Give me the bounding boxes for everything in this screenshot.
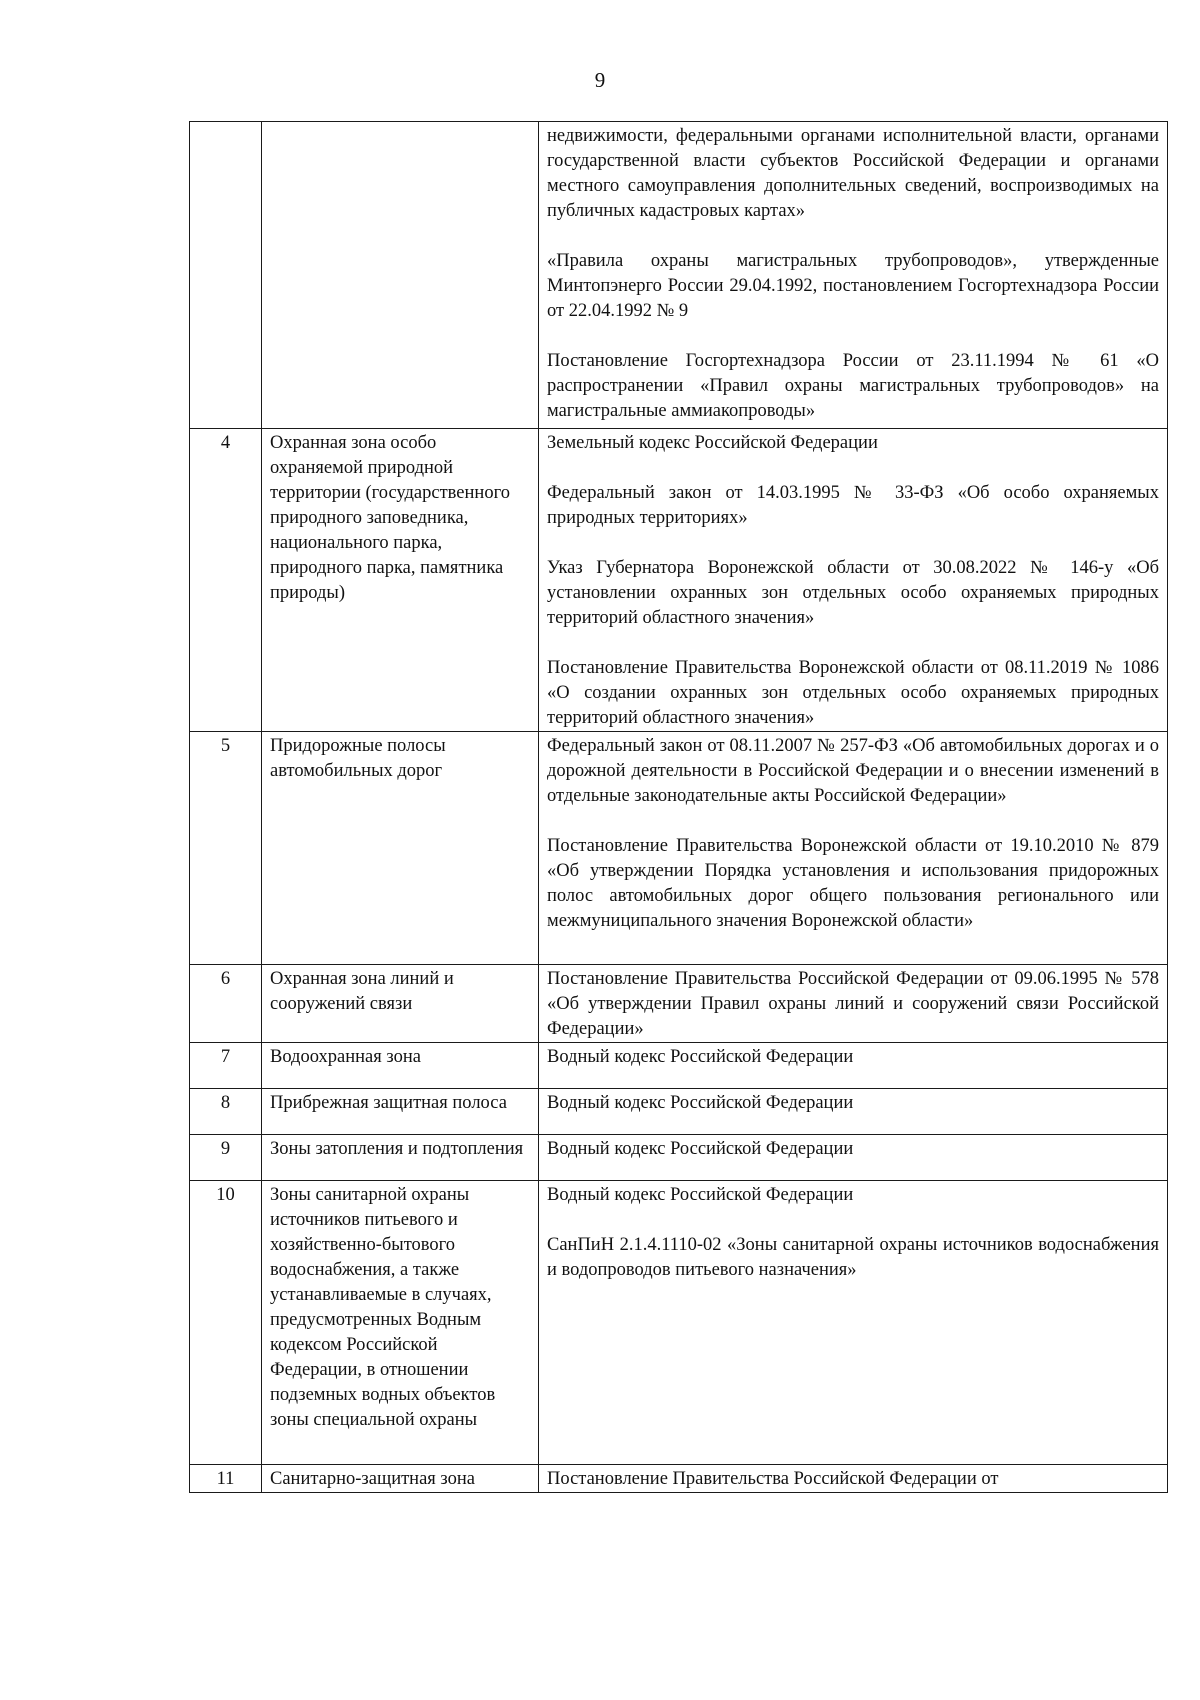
zone-name: Санитарно-защитная зона <box>262 1465 539 1493</box>
document-reference: Указ Губернатора Воронежской области от 30.08.2022 № 146-у «Об установлении охранных зон отдельных особо охраняемых природных территорий областного значения» <box>547 558 1159 628</box>
zone-name: Охранная зона линий и сооружений связи <box>262 965 539 1043</box>
table-row <box>190 1135 1168 1181</box>
table-body <box>190 122 1168 1493</box>
regulatory-documents <box>539 1043 1168 1089</box>
regulatory-documents <box>539 1089 1168 1135</box>
document-reference: Земельный кодекс Российской Федерации <box>547 433 878 453</box>
document-reference: Постановление Правительства Российской Федерации от 09.06.1995 № 578 «Об утверждении Правил охраны линий и сооружений связи Российской Федерации» <box>547 969 1159 1039</box>
table-row <box>190 1043 1168 1089</box>
table-row <box>190 1181 1168 1465</box>
row-number: 9 <box>190 1135 262 1181</box>
document-reference: Постановление Правительства Российской Федерации от <box>547 1469 999 1489</box>
document-reference: недвижимости, федеральными органами исполнительной власти, органами государственной власти субъектов Российской Федерации и органами местного самоуправления дополнительных сведений, воспроизводимых на публичных кадастровых картах» <box>547 126 1159 221</box>
document-reference: СанПиН 2.1.4.1110-02 «Зоны санитарной охраны источников водоснабжения и водопроводов питьевого назначения» <box>547 1235 1159 1280</box>
document-reference: Водный кодекс Российской Федерации <box>547 1185 854 1205</box>
document-reference: Постановление Правительства Воронежской области от 08.11.2019 № 1086 «О создании охранных зон отдельных особо охраняемых природных территорий областного значения» <box>547 658 1159 728</box>
table-row <box>190 429 1168 732</box>
document-reference: «Правила охраны магистральных трубопроводов», утвержденные Минтопэнерго России 29.04.1992, постановлением Госгортехнадзора России от 22.04.1992 № 9 <box>547 251 1159 321</box>
zone-name: Придорожные полосы автомобильных дорог <box>262 732 539 965</box>
zone-name <box>262 122 539 429</box>
table-row <box>190 122 1168 429</box>
row-number: 11 <box>190 1465 262 1493</box>
table-row <box>190 965 1168 1043</box>
document-reference: Постановление Госгортехнадзора России от 23.11.1994 № 61 «О распространении «Правил охраны магистральных трубопроводов» на магистральные аммиакопроводы» <box>547 351 1159 421</box>
zone-name: Зоны затопления и подтопления <box>262 1135 539 1181</box>
regulatory-documents <box>539 1181 1168 1465</box>
zone-name: Прибрежная защитная полоса <box>262 1089 539 1135</box>
document-reference: Водный кодекс Российской Федерации <box>547 1047 854 1067</box>
table-row <box>190 1465 1168 1493</box>
row-number: 8 <box>190 1089 262 1135</box>
regulations-table <box>189 121 1168 1493</box>
row-number: 4 <box>190 429 262 732</box>
document-reference: Федеральный закон от 08.11.2007 № 257-ФЗ «Об автомобильных дорогах и о дорожной деятельности в Российской Федерации и о внесении изменений в отдельные законодательные акты Российской Федерации» <box>547 736 1159 806</box>
document-reference: Постановление Правительства Воронежской области от 19.10.2010 № 879 «Об утверждении Порядка установления и использования придорожных полос автомобильных дорог общего пользования регионального или межмуниципального значения Воронежской области» <box>547 836 1159 931</box>
document-reference: Водный кодекс Российской Федерации <box>547 1139 854 1159</box>
regulatory-documents <box>539 429 1168 732</box>
zone-name: Водоохранная зона <box>262 1043 539 1089</box>
regulatory-documents <box>539 1135 1168 1181</box>
regulatory-documents <box>539 732 1168 965</box>
row-number: 7 <box>190 1043 262 1089</box>
regulatory-documents <box>539 122 1168 429</box>
row-number <box>190 122 262 429</box>
document-reference: Федеральный закон от 14.03.1995 № 33-ФЗ «Об особо охраняемых природных территориях» <box>547 483 1159 528</box>
row-number: 5 <box>190 732 262 965</box>
regulatory-documents <box>539 1465 1168 1493</box>
page-number: 9 <box>594 68 606 92</box>
row-number: 10 <box>190 1181 262 1465</box>
regulatory-documents <box>539 965 1168 1043</box>
zone-name: Охранная зона особо охраняемой природной территории (государственного природного заповедника, национального парка, природного парка, памятника природы) <box>262 429 539 732</box>
row-number: 6 <box>190 965 262 1043</box>
table-row <box>190 732 1168 965</box>
zone-name: Зоны санитарной охраны источников питьевого и хозяйственно-бытового водоснабжения, а также устанавливаемые в случаях, предусмотренных Водным кодексом Российской Федерации, в отношении подземных водных объектов зоны специальной охраны <box>262 1181 539 1465</box>
table-row <box>190 1089 1168 1135</box>
document-reference: Водный кодекс Российской Федерации <box>547 1093 854 1113</box>
